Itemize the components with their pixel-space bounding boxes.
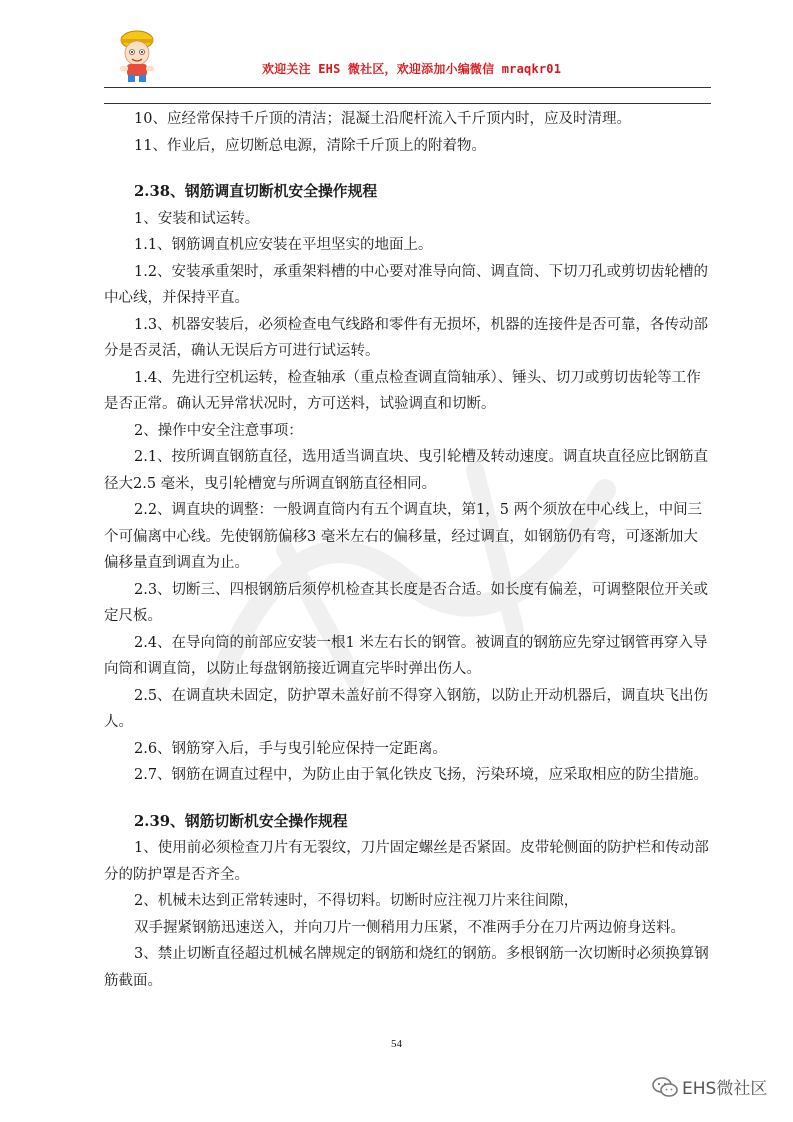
list-item: 2.1、按所调直钢筋直径，选用适当调直块、曳引轮槽及转动速度。调直块直径应比钢筋直径大2.5 毫米，曳引轮槽宽与所调直钢筋直径相同。 — [104, 449, 709, 492]
page-number: 54 — [391, 1038, 402, 1050]
list-item: 2.5、在调直块未固定，防护罩未盖好前不得穿入钢筋，以防止开动机器后，调直块飞出伤人。 — [104, 687, 709, 730]
section-heading: 2.39、钢筋切断机安全操作规程 — [134, 812, 348, 830]
mascot-logo — [112, 26, 162, 84]
list-item: 2.7、钢筋在调直过程中，为防止由于氧化铁皮飞扬，污染环境，应采取相应的防尘措施。 — [134, 767, 709, 783]
list-item: 3、禁止切断直径超过机械名牌规定的钢筋和烧红的钢筋。多根钢筋一次切断时必须换算钢筋截面。 — [104, 946, 709, 989]
list-item: 1、安装和试运转。 — [134, 210, 260, 227]
list-item: 2.2、调直块的调整：一般调直筒内有五个调直块，第1，5 两个须放在中心线上，中间三个可偏离中心线。先使钢筋偏移3 毫米左右的偏移量，经过调直，如钢筋仍有弯，可逐渐加大偏移量直到调直为止。 — [104, 502, 703, 571]
list-item: 2.4、在导向筒的前部应安装一根1 米左右长的钢管。被调直的钢筋应先穿过钢管再穿入导向筒和调直筒，以防止每盘钢筋接近调直完毕时弹出伤人。 — [104, 634, 708, 677]
list-item: 2.6、钢筋穿入后，手与曳引轮应保持一定距离。 — [134, 740, 448, 757]
list-item: 2、操作中安全注意事项： — [134, 422, 303, 439]
list-item: 1、使用前必须检查刀片有无裂纹，刀片固定螺丝是否紧固。皮带轮侧面的防护栏和传动部分的防护罩是否齐全。 — [104, 840, 709, 883]
wechat-icon — [652, 1076, 678, 1098]
list-item: 双手握紧钢筋迅速送入，并向刀片一侧稍用力压紧，不准两手分在刀片两边俯身送料。 — [134, 919, 685, 936]
document-body — [104, 106, 711, 994]
paragraph: 10、应经常保持千斤顶的清洁；混凝土沿爬杆流入千斤顶内时，应及时清理。 — [134, 111, 631, 127]
footer-brand-label: EHS微社区 — [682, 1079, 768, 1099]
list-item: 2、机械未达到正常转速时，不得切料。切断时应注视刀片来往间隙， — [134, 893, 579, 909]
header-divider-bottom — [104, 103, 711, 104]
header-slogan: 欢迎关注 EHS 微社区，欢迎添加小编微信 mraqkr01 — [262, 62, 562, 76]
section-heading: 2.38、钢筋调直切断机安全操作规程 — [134, 183, 378, 200]
list-item: 1.2、安装承重架时，承重架料槽的中心要对准导向筒、调直筒、下切刀孔或剪切齿轮槽的中心线，并保持平直。 — [104, 263, 709, 306]
list-item: 1.3、机器安装后，必须检查电气线路和零件有无损坏，机器的连接件是否可靠，各传动部分是否灵活，确认无误后方可进行试运转。 — [104, 316, 709, 359]
list-item: 2.3、切断三、四根钢筋后须停机检查其长度是否合适。如长度有偏差，可调整限位开关或定尺板。 — [104, 581, 709, 624]
footer-brand — [652, 1074, 767, 1099]
header-divider-top — [104, 87, 711, 88]
paragraph: 11、作业后，应切断总电源，清除千斤顶上的附着物。 — [134, 137, 486, 154]
list-item: 1.4、先进行空机运转，检查轴承（重点检查调直筒轴承）、锤头、切刀或剪切齿轮等工作是否正常。确认无异常状况时，方可送料，试验调直和切断。 — [104, 369, 701, 412]
list-item: 1.1、钢筋调直机应安装在平坦坚实的地面上。 — [134, 237, 433, 253]
